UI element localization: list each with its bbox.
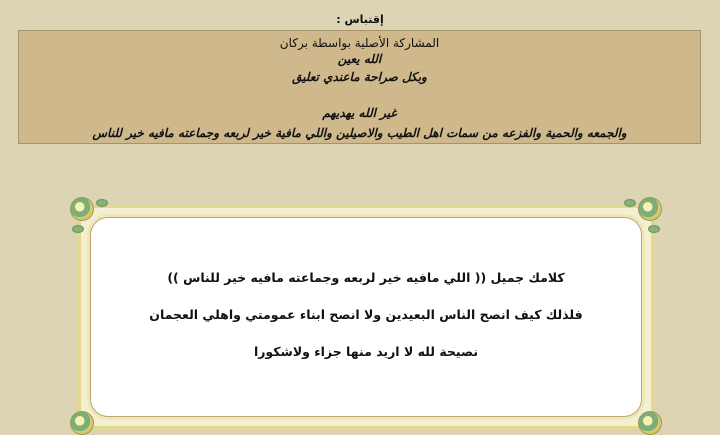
flower-ornament-icon [638,197,662,221]
quote-line: وبكل صراحة ماعندي تعليق [292,70,427,84]
flower-ornament-icon [70,197,94,221]
quote-attribution: المشاركة الأصلية بواسطة بركان [279,36,440,50]
quote-box [18,30,701,144]
leaf-ornament-icon [648,225,660,233]
reply-line: فلذلك كيف انصح الناس البعيدين ولا انصح ابناء عمومتي واهلي العجمان [149,307,583,322]
reply-line: نصيحة لله لا اريد منها جزاء ولاشكورا [253,344,479,359]
reply-line: كلامك جميل (( اللي مافيه خير لربعه وجماعته مافيه خير للناس )) [167,270,565,285]
leaf-ornament-icon [96,199,108,207]
flower-ornament-icon [638,411,662,435]
flower-ornament-icon [70,411,94,435]
leaf-ornament-icon [624,199,636,207]
frame-content [90,217,642,417]
quote-line: الله يعين [337,52,382,66]
leaf-ornament-icon [72,225,84,233]
quote-label: إقتباس : [336,13,384,26]
quote-line: والجمعه والحمية والفزعه من سمات اهل الطيب والاصيلين واللي مافية خير لربعه وجماعته مافيه خير للناس [92,126,627,140]
quote-line: غير الله يهديهم [322,106,397,120]
decorated-frame [78,205,654,409]
